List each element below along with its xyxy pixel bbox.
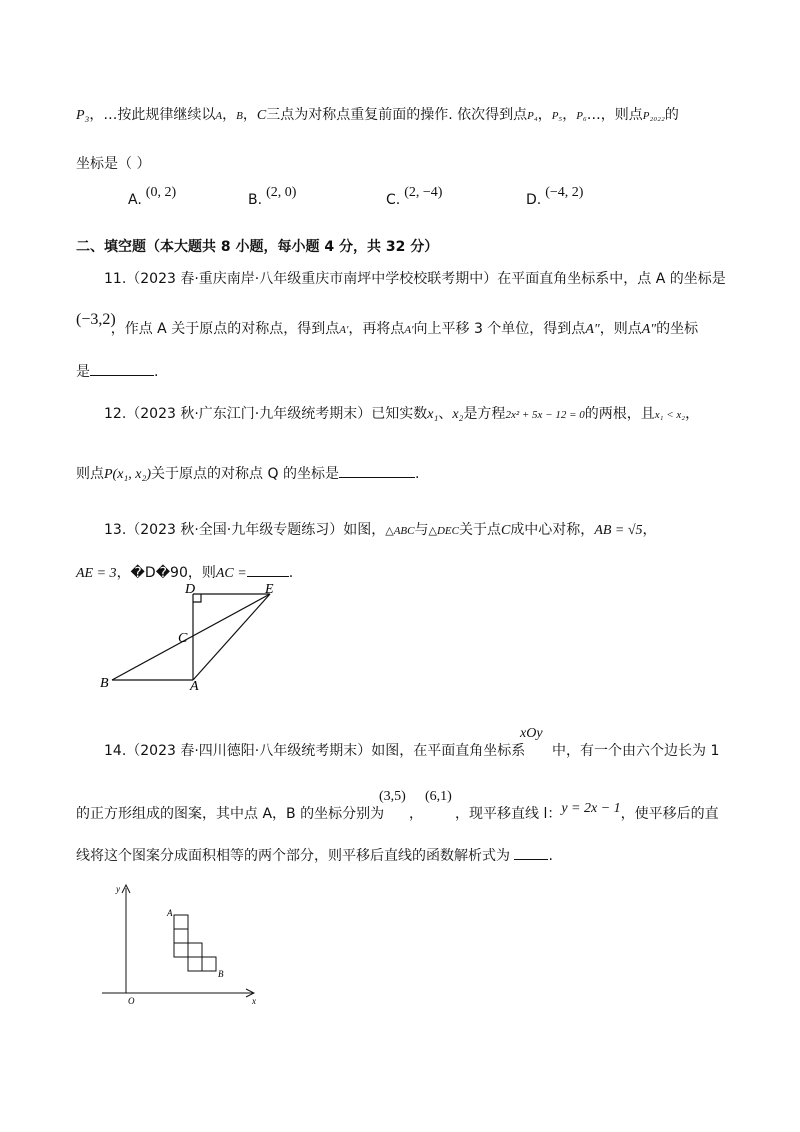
q14-line1: 14.（2023 春·四川德阳·八年级统考期末）如图，在平面直角坐标系: [104, 743, 526, 759]
q10-continuation-line2: 坐标是（ ）: [76, 156, 151, 172]
q10-continuation-line1: P₃，…按此规律继续以A，B，C三点为对称点重复前面的操作. 依次得到点P₄，P₅，P₆…，则点P₂₀₂₂的: [76, 107, 679, 123]
q11-line2: (−3,2): [76, 311, 116, 328]
q10-option-d[interactable]: D. (−4, 2): [526, 185, 584, 208]
q14-answer-blank[interactable]: [514, 845, 548, 860]
segment-be: [112, 594, 270, 680]
q14-coord-a: (3,5): [379, 789, 406, 804]
q14-line-equation: y = 2x − 1: [561, 801, 621, 816]
segment-ae: [193, 594, 270, 680]
q13-answer-blank[interactable]: [247, 562, 289, 577]
q14-coord-b: (6,1): [425, 789, 452, 804]
q12-line1: 12.（2023 秋·广东江门·九年级统考期末）已知实数x₁、x₂是方程2x² + 5x − 12 = 0的两根，且x₁ < x₂，: [104, 406, 700, 422]
grid-square: [202, 957, 216, 971]
q13-line2: AE = 3，�D�90，则AC = .: [76, 562, 293, 582]
q10-option-a[interactable]: A. (0, 2): [128, 185, 177, 208]
q13-line1: 13.（2023 秋·全国·九年级专题练习）如图，△ABC与△DEC关于点C成中心对称，AB = √5，: [104, 522, 657, 538]
q14-line2: 的正方形组成的图案，其中点 A，B 的坐标分别为: [76, 806, 385, 822]
q12-answer-blank[interactable]: [339, 463, 415, 478]
q11-line2-text: ，作点 A 关于原点的对称点，得到点A′，再将点A′向上平移 3 个单位，得到点A″，则点A″的坐标: [110, 321, 699, 337]
label-b: B: [218, 969, 224, 979]
q14-xoy: xOy: [520, 726, 543, 741]
q14-line1-end: 中，有一个由六个边长为 1: [552, 743, 720, 759]
q11-line1: 11.（2023 春·重庆南岸·八年级重庆市南坪中学校校联考期中）在平面直角坐标系中，点 A 的坐标是: [104, 271, 726, 287]
q14-coordinate-figure: [92, 880, 272, 1008]
grid-square: [174, 915, 188, 929]
label-a: A: [190, 679, 199, 694]
q10-option-c[interactable]: C. (2, −4): [386, 185, 443, 208]
q11-answer-blank[interactable]: [90, 361, 154, 376]
section-title: 二、填空题（本大题共 8 小题，每小题 4 分，共 32 分）: [76, 239, 439, 255]
label-e: E: [265, 584, 274, 597]
grid-square: [188, 957, 202, 971]
label-d: D: [185, 584, 196, 597]
label-x: x: [252, 996, 256, 1006]
q11-line3: 是 .: [76, 361, 158, 381]
label-y: y: [116, 884, 120, 894]
label-a: A: [167, 908, 173, 918]
grid-square: [174, 929, 188, 943]
label-c: C: [178, 631, 188, 646]
grid-square: [174, 943, 188, 957]
point-p3: P₃: [76, 108, 90, 123]
q12-line2: 则点P(x₁, x₂)关于原点的对称点 Q 的坐标是 .: [76, 463, 419, 483]
q13-triangle-figure: [90, 584, 290, 694]
q14-line3: 线将这个图案分成面积相等的两个部分，则平移后直线的函数解析式为 .: [76, 845, 553, 865]
label-o: O: [128, 996, 135, 1006]
label-b: B: [100, 676, 109, 691]
grid-square: [188, 943, 202, 957]
q10-option-b[interactable]: B. (2, 0): [248, 185, 297, 208]
